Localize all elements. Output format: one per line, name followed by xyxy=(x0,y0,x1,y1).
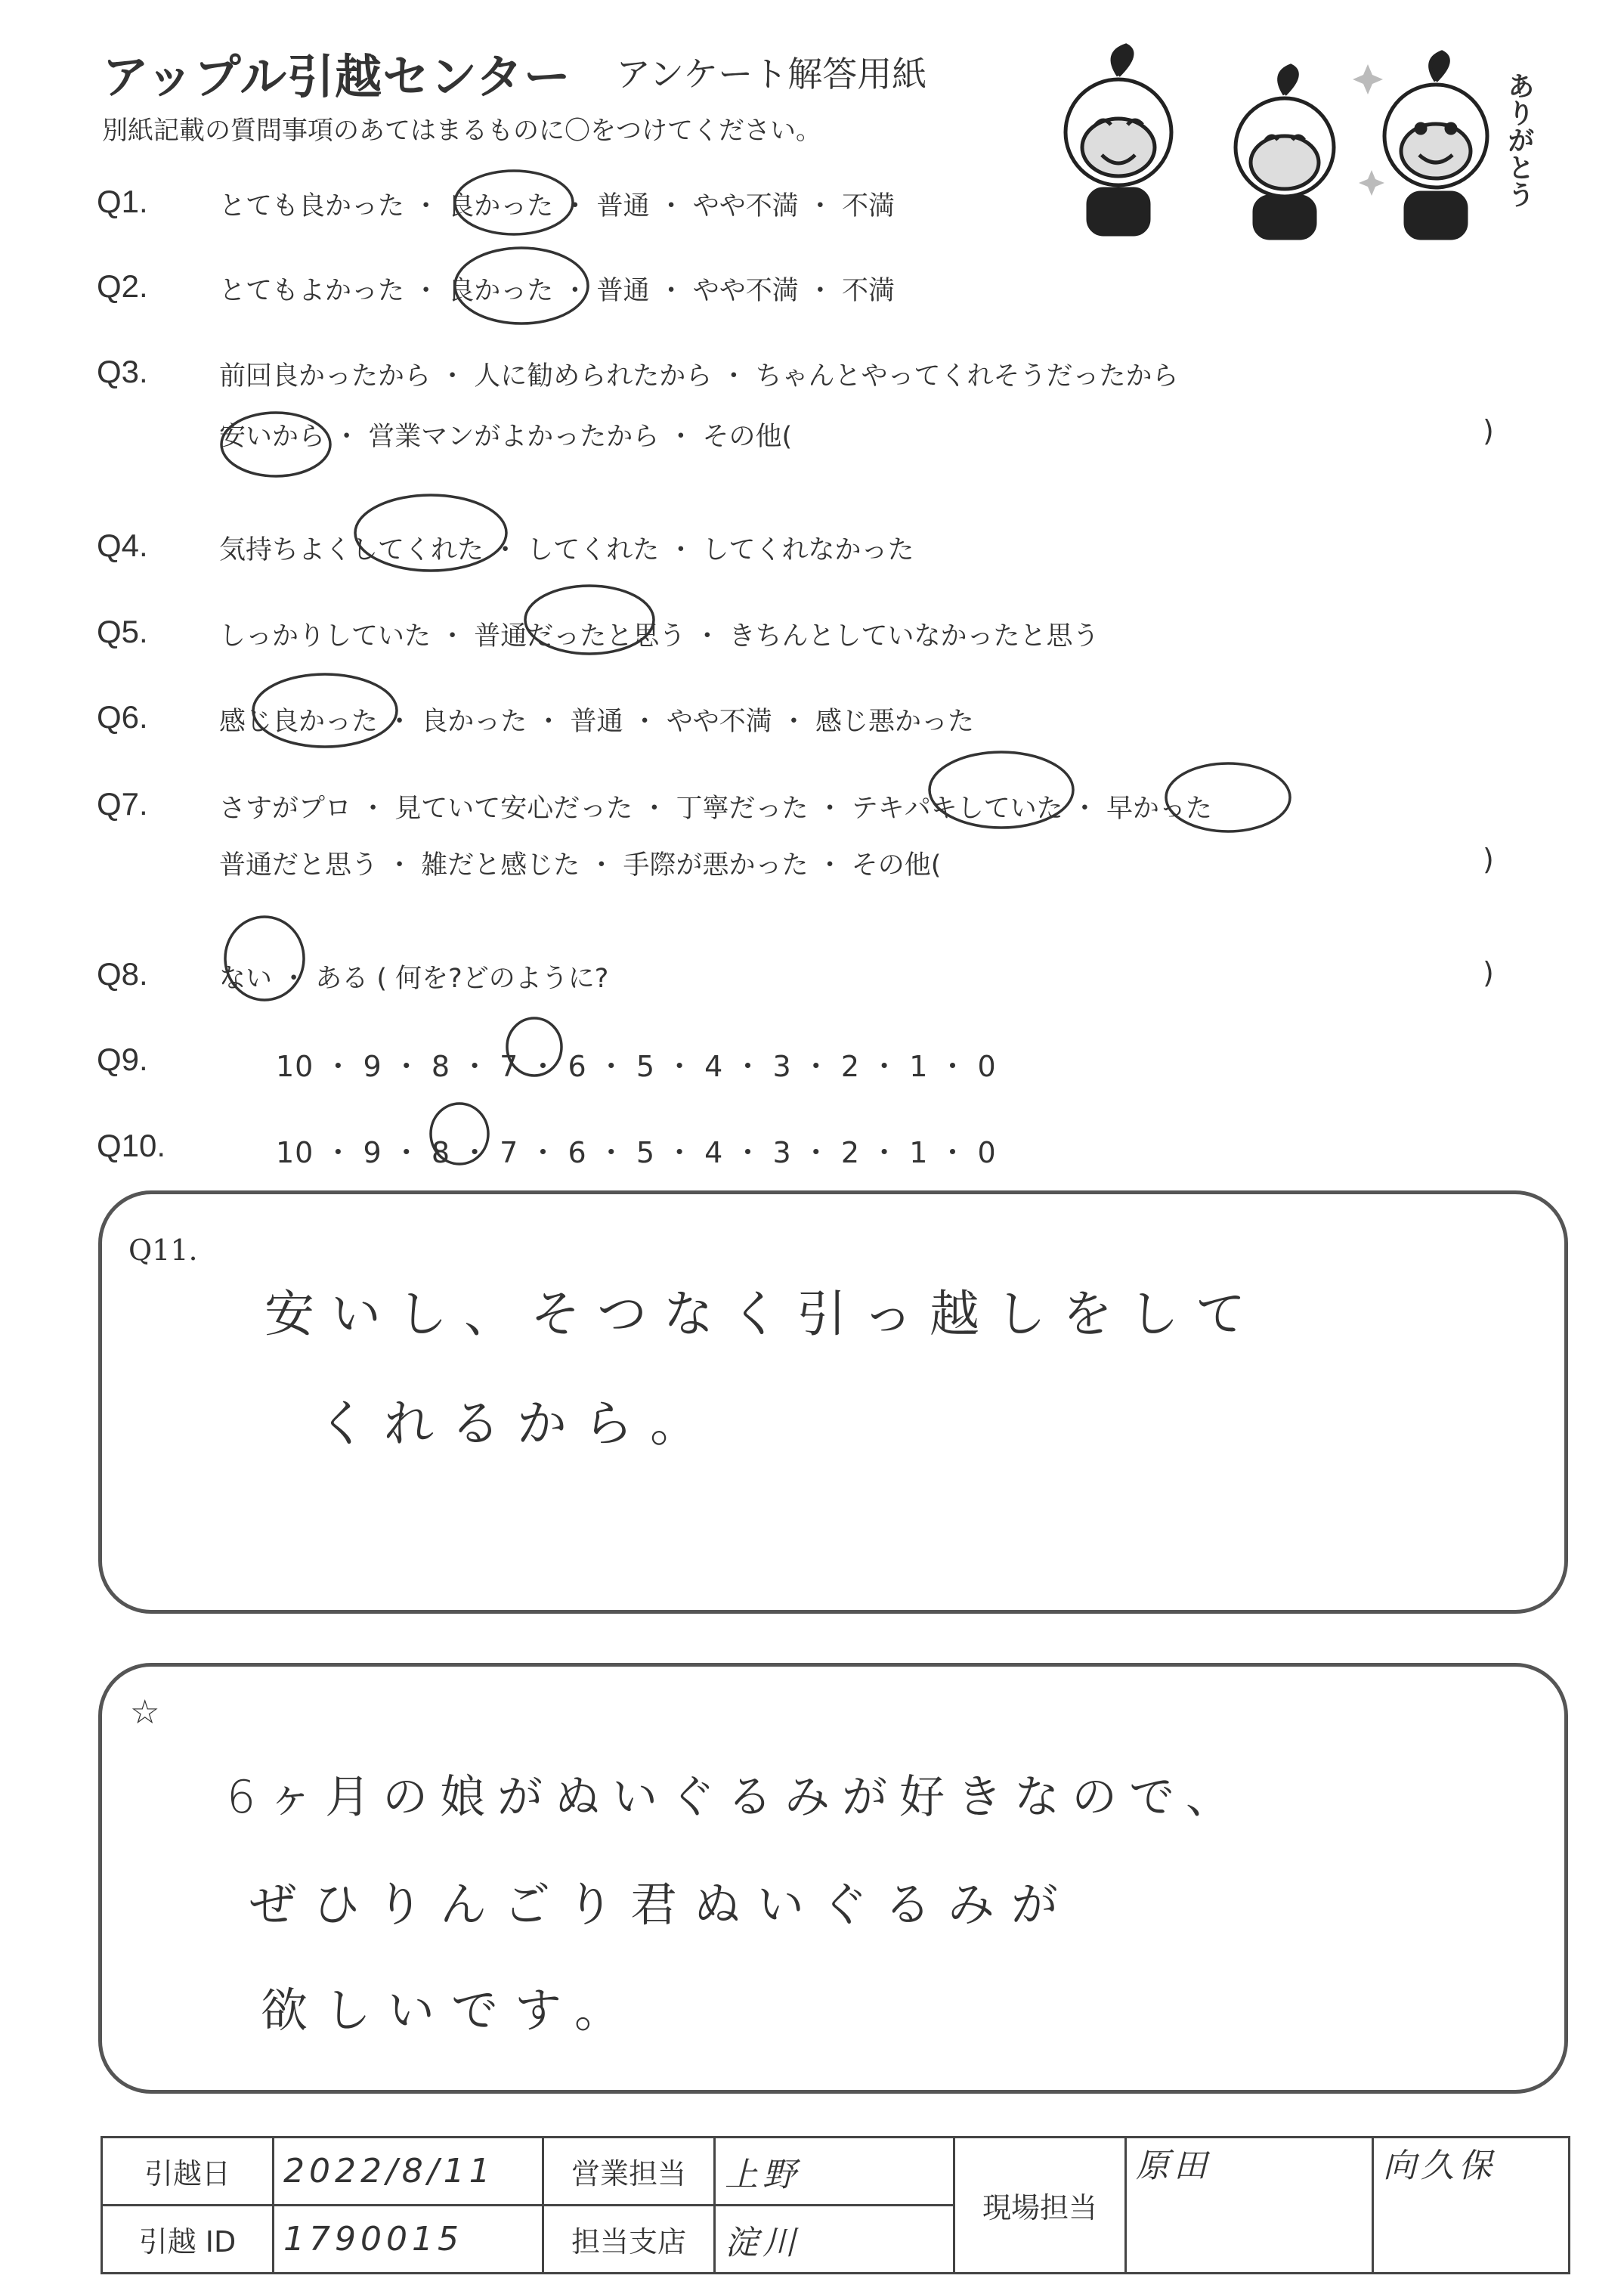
site-value-1: 原田 xyxy=(1126,2138,1373,2274)
sales-value: 上野 xyxy=(715,2138,954,2206)
star-icon: ☆ xyxy=(130,1693,160,1732)
q7-label: Q7. xyxy=(97,786,148,822)
q11-label: Q11. xyxy=(128,1234,198,1267)
q1-label: Q1. xyxy=(97,184,148,219)
q10-answer-circle xyxy=(431,1104,488,1164)
comment-line2: ぜひりんごり君ぬいぐるみが xyxy=(249,1877,1075,1932)
q3-answer-circle xyxy=(221,413,330,476)
q7-close-paren: ) xyxy=(1483,843,1494,876)
q7-options-line1: さすがプロ ・ 見ていて安心だった ・ 丁寧だった ・ テキパキしていた ・ 早かった xyxy=(219,794,1213,824)
sales-label: 営業担当 xyxy=(543,2138,715,2206)
q4-label: Q4. xyxy=(97,528,148,563)
q10-label: Q10. xyxy=(97,1128,166,1163)
thanks-text: ありがとう xyxy=(1503,72,1535,208)
q9-label: Q9. xyxy=(97,1042,148,1077)
q5-answer-circle xyxy=(525,586,654,654)
q3-options-line2: 安いから ・ 営業マンがよかったから ・ その他( xyxy=(219,422,793,452)
q4-answer-circle xyxy=(355,495,506,571)
q8-label: Q8. xyxy=(97,956,148,992)
q4-options: 気持ちよくしてくれた ・ してくれた ・ してくれなかった xyxy=(219,535,914,565)
q9-scale: 10 ・ 9 ・ 8 ・ 7 ・ 6 ・ 5 ・ 4 ・ 3 ・ 2 ・ 1 ・ 0 xyxy=(276,1050,997,1083)
form-subtitle: アンケート解答用紙 xyxy=(616,54,927,94)
q2-answer-circle xyxy=(455,248,588,324)
q5-label: Q5. xyxy=(97,614,148,649)
q1-answer-circle xyxy=(455,171,573,234)
site-value-2: 向久保 xyxy=(1373,2138,1570,2274)
footer-info-table xyxy=(101,2136,1570,2274)
move-date-label: 引越日 xyxy=(102,2138,274,2206)
q1-options: とても良かった ・ 良かった ・ 普通 ・ やや不満 ・ 不満 xyxy=(219,191,896,221)
comment-line1: 6ヶ月の娘がぬいぐるみが好きなので、 xyxy=(227,1771,1243,1824)
q3-label: Q3. xyxy=(97,354,148,389)
q3-close-paren: ) xyxy=(1483,414,1494,447)
move-id-value: 1790015 xyxy=(274,2206,543,2274)
form-instruction: 別紙記載の質問事項のあてはまるものに〇をつけてください。 xyxy=(102,116,821,146)
q8-options: ない ・ ある ( 何を?どのように? xyxy=(219,964,609,994)
q7-options-line2: 普通だと思う ・ 雑だと感じた ・ 手際が悪かった ・ その他( xyxy=(219,850,942,881)
move-id-label: 引越 ID xyxy=(102,2206,274,2274)
branch-value: 淀川 xyxy=(715,2206,954,2274)
q6-answer-circle xyxy=(253,674,397,747)
comment-line3: 欲しいです。 xyxy=(261,1983,639,2038)
q2-label: Q2. xyxy=(97,268,148,304)
q11-answer-line2: くれるから。 xyxy=(317,1395,716,1453)
q8-answer-circle xyxy=(225,917,304,1000)
branch-label: 担当支店 xyxy=(543,2206,715,2274)
q9-answer-circle xyxy=(507,1018,561,1076)
q10-scale: 10 ・ 9 ・ 8 ・ 7 ・ 6 ・ 5 ・ 4 ・ 3 ・ 2 ・ 1 ・ 0 xyxy=(276,1136,997,1169)
q6-options: 感じ良かった ・ 良かった ・ 普通 ・ やや不満 ・ 感じ悪かった xyxy=(219,707,975,737)
q11-answer-line1: 安いし、そつなく引っ越しをして xyxy=(264,1285,1262,1343)
move-date-value: 2022/8/11 xyxy=(274,2138,543,2206)
q7-answer-circle-a xyxy=(930,752,1073,828)
q8-close-paren: ) xyxy=(1483,956,1494,989)
q3-options-line1: 前回良かったから ・ 人に勧められたから ・ ちゃんとやってくれそうだったから xyxy=(219,361,1179,392)
form-title: アップル引越センター xyxy=(102,49,571,104)
q6-label: Q6. xyxy=(97,699,148,735)
q7-answer-circle-b xyxy=(1166,763,1290,831)
q2-options: とてもよかった ・ 良かった ・ 普通 ・ やや不満 ・ 不満 xyxy=(219,276,896,306)
q5-options: しっかりしていた ・ 普通だったと思う ・ きちんとしていなかったと思う xyxy=(219,621,1100,652)
site-label: 現場担当 xyxy=(954,2138,1126,2274)
